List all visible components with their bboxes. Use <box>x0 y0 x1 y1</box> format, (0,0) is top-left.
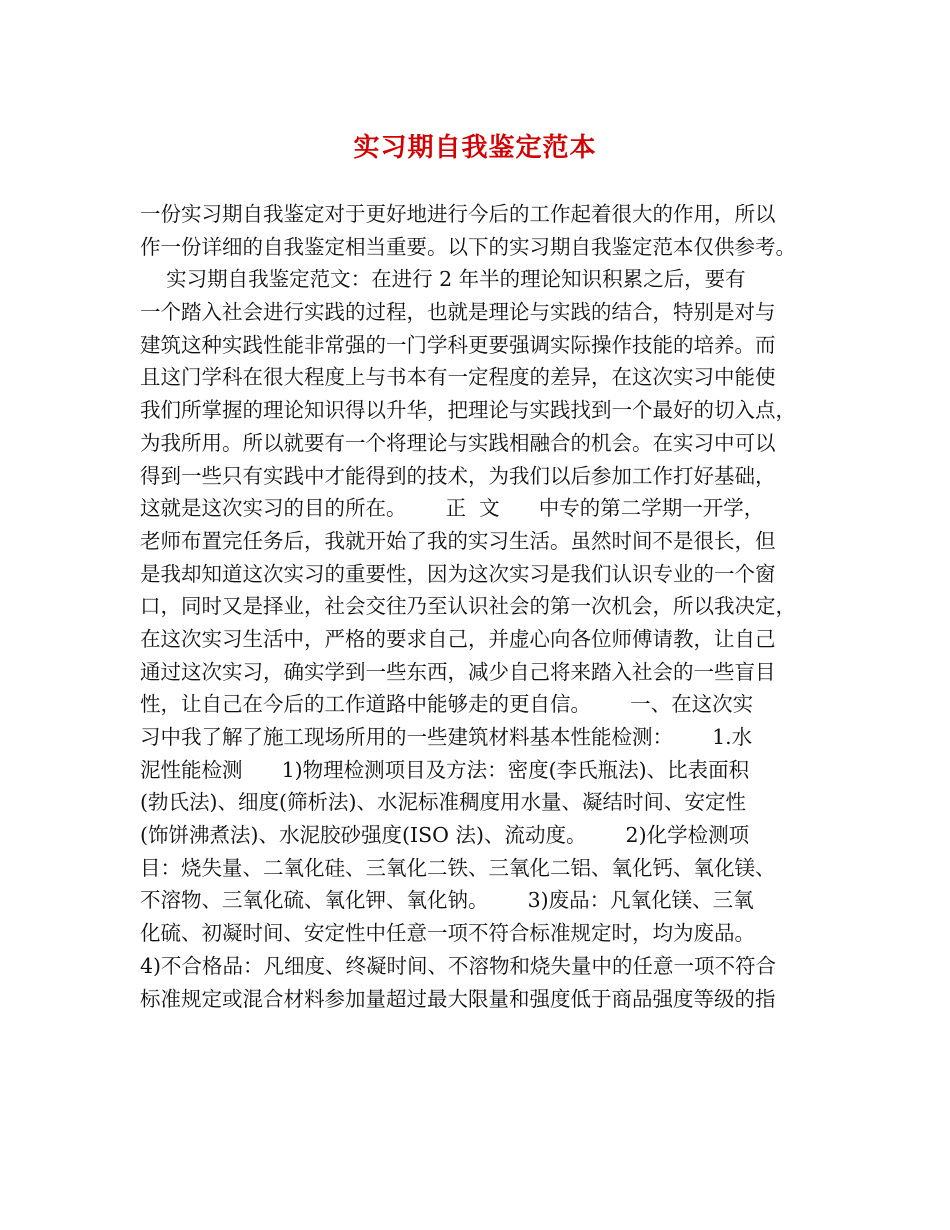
body-line: 是我却知道这次实习的重要性，因为这次实习是我们认识专业的一个窗 <box>140 561 776 586</box>
body-line: 得到一些只有实践中才能得到的技术，为我们以后参加工作打好基础， <box>140 463 776 488</box>
body-line: 老师布置完任务后，我就开始了我的实习生活。虽然时间不是很长，但 <box>140 528 776 553</box>
body-line: 在这次实习生活中，严格的要求自己，并虚心向各位师傅请教，让自己 <box>140 626 776 651</box>
body-line: 性，让自己在今后的工作道路中能够走的更自信。 一、在这次实 <box>140 692 754 717</box>
body-line: 建筑这种实践性能非常强的一门学科更要强调实际操作技能的培养。而 <box>140 332 776 357</box>
body-line: 化硫、初凝时间、安定性中任意一项不符合标准规定时，均为废品。 <box>140 921 755 946</box>
body-line: 泥性能检测 1)物理检测项目及方法：密度(李氏瓶法)、比表面积 <box>140 757 750 782</box>
body-line: 口，同时又是择业，社会交往乃至认识社会的第一次机会，所以我决定， <box>140 594 796 619</box>
body-line: 一份实习期自我鉴定对于更好地进行今后的工作起着很大的作用，所以 <box>140 202 776 226</box>
body-line: 通过这次实习，确实学到一些东西，减少自己将来踏入社会的一些盲目 <box>140 659 776 684</box>
body-line: 且这门学科在很大程度上与书本有一定程度的差异，在这次实习中能使 <box>140 365 776 390</box>
body-line: 目：烧失量、二氧化硅、三氧化二铁、三氧化二铝、氧化钙、氧化镁、 <box>140 855 776 880</box>
body-line: (饰饼沸煮法)、水泥胶砂强度(ISO 法)、流动度。 2)化学检测项 <box>140 823 750 848</box>
body-line: 一个踏入社会进行实践的过程，也就是理论与实践的结合，特别是对与 <box>140 300 776 325</box>
body-line: 不溶物、三氧化硫、氧化钾、氧化钠。 3)废品：凡氧化镁、三氧 <box>140 888 754 913</box>
body-line: 为我所用。所以就要有一个将理论与实践相融合的机会。在实习中可以 <box>140 430 776 455</box>
body-line: (勃氏法)、细度(筛析法)、水泥标准稠度用水量、凝结时间、安定性 <box>140 790 746 815</box>
body-line: 4)不合格品：凡细度、终凝时间、不溶物和烧失量中的任意一项不符合 <box>140 953 777 978</box>
document-title: 实习期自我鉴定范本 <box>353 133 597 163</box>
body-line: 习中我了解了施工现场所用的一些建筑材料基本性能检测： 1.水 <box>140 725 753 749</box>
body-line: 我们所掌握的理论知识得以升华，把理论与实践找到一个最好的切入点， <box>140 398 796 423</box>
document-body <box>140 198 830 1015</box>
body-line: 标准规定或混合材料参加量超过最大限量和强度低于商品强度等级的指 <box>140 986 776 1011</box>
body-line: 作一份详细的自我鉴定相当重要。以下的实习期自我鉴定范本仅供参考。 <box>140 234 796 259</box>
body-line: 实习期自我鉴定范文：在进行 2 年半的理论知识积累之后，要有 <box>140 267 746 292</box>
body-line: 这就是这次实习的目的所在。 正 文 中专的第二学期一开学， <box>140 496 765 521</box>
